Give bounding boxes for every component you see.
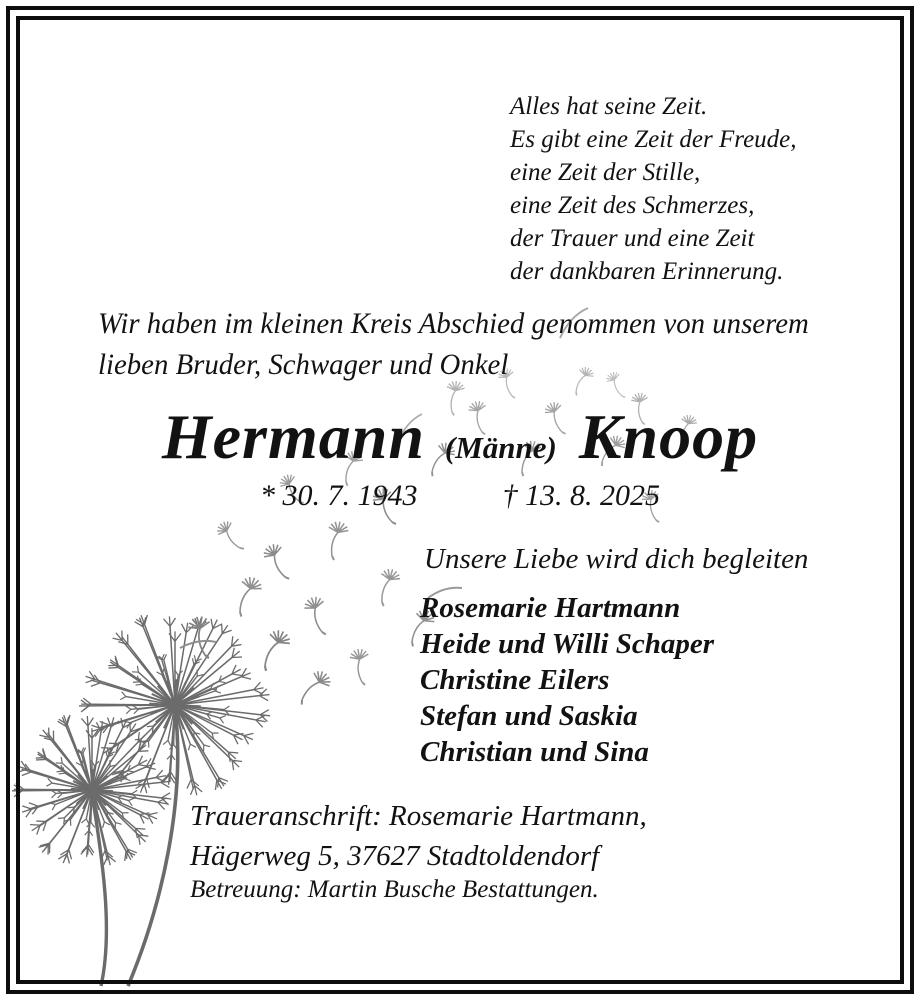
farewell-line: Unsere Liebe wird dich begleiten xyxy=(424,543,809,575)
intro-line: Wir haben im kleinen Kreis Abschied genommen von unserem xyxy=(98,307,809,340)
intro-text xyxy=(98,303,809,385)
mourner-name: Rosemarie Hartmann xyxy=(420,592,681,624)
birth-date: * 30. 7. 1943 xyxy=(260,479,418,512)
deceased-nickname: (Männe) xyxy=(444,430,557,465)
mourning-address xyxy=(190,796,647,876)
mourner-name: Christian und Sina xyxy=(420,736,649,768)
deceased-first-name: Hermann xyxy=(161,401,425,472)
poem-line: eine Zeit der Stille, xyxy=(510,159,701,186)
poem-line: der dankbaren Erinnerung. xyxy=(510,258,784,285)
mourners-list xyxy=(420,590,714,770)
poem-line: eine Zeit des Schmerzes, xyxy=(510,192,755,219)
poem-line: der Trauer und eine Zeit xyxy=(510,225,755,252)
mourner-name: Stefan und Saskia xyxy=(420,700,638,732)
funeral-home-line: Betreuung: Martin Busche Bestattungen. xyxy=(190,876,599,903)
mourner-name: Christine Eilers xyxy=(420,664,610,696)
poem-line: Es gibt eine Zeit der Freude, xyxy=(510,126,797,153)
address-line: Traueranschrift: Rosemarie Hartmann, xyxy=(190,800,647,832)
life-dates xyxy=(0,479,920,513)
deceased-last-name: Knoop xyxy=(578,401,759,472)
poem-line: Alles hat seine Zeit. xyxy=(510,93,708,120)
intro-line: lieben Bruder, Schwager und Onkel xyxy=(98,348,509,381)
address-line: Hägerweg 5, 37627 Stadtoldendorf xyxy=(190,840,600,872)
deceased-name xyxy=(0,400,920,474)
death-date: † 13. 8. 2025 xyxy=(502,479,660,512)
poem-block xyxy=(510,90,797,288)
mourner-name: Heide und Willi Schaper xyxy=(420,628,715,660)
